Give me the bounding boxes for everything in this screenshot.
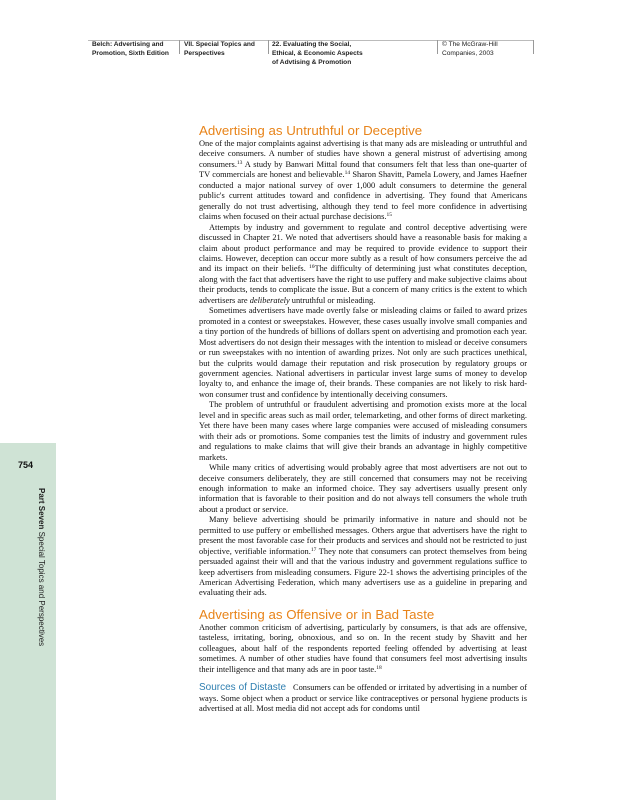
footnote-ref: 15: [386, 212, 392, 219]
footnote-ref: 17: [310, 546, 317, 553]
paragraph: While many critics of advertising would probably agree that most advertisers are not out to deceive consumers deliberately, they are still concerned that consumers may not be receiving enough information to make an informed choice. They say advertisers usually present only information that is favorable to their position and do not always tell consumers the whole truth about a product or service.: [199, 463, 527, 514]
footnote-ref: 14: [344, 170, 351, 177]
paragraph: Sometimes advertisers have made overtly false or misleading claims or failed to award prizes promoted in a contest or sweepstakes. However, these cases usually involve small companies and a tiny portion of the hundreds of billions of dollars spent on advertising and promotion each year. Most advertisers do not design their messages with the intention to mislead or deceive consumers or run sweepstakes with no intention of awarding prizes. Not only are such practices unethical, but the culprits would damage their reputation and risk prosecution by regulatory groups or government agencies. National advertisers in particular invest large sums of money to develop loyalty to, and enhance the image of, their brands. These companies are not likely to risk hard-won consumer trust and confidence by intentionally deceiving consumers.: [199, 306, 527, 399]
section-heading-deceptive: Advertising as Untruthful or Deceptive: [199, 123, 423, 138]
paragraph: [199, 515, 527, 599]
header-chapter-title: 22. Evaluating the Social, Ethical, & Economic Aspects of Advtising & Promotion: [272, 41, 363, 66]
footnote-ref: 16: [308, 264, 315, 271]
part-title: Special Topics and Perspectives: [37, 531, 46, 647]
text-run: One of the major complaints against advertising is that many ads are misleading or untruthful and deceive consumers. A number of studies have shown a general mistrust of advertising among consumers.: [199, 139, 527, 169]
header-book-title: Belch: Advertising and Promotion, Sixth Edition: [92, 41, 169, 57]
text-run: Many believe advertising should be primarily informative in nature and should not be permitted to use puffery or embellished messages. Others argue that advertisers have the right to present the most favorable case for their products and services and should not be restricted to just objective, verifiable information.: [199, 515, 527, 556]
part-label-vertical: [37, 488, 46, 646]
header-copyright: © The McGraw-Hill Companies, 2003: [442, 41, 498, 57]
text-run: Consumers can be offended or irritated by advertising in a number of ways. Some object when a product or service like contraceptives or personal hygiene products is advertised at all. Most media did not accept ads for condoms until: [199, 683, 527, 714]
paragraph: [199, 683, 527, 714]
text-run: Another common criticism of advertising, particularly by consumers, is that ads are offensive, tasteless, irritating, boring, obnoxious, and so on. In the recent study by Shavitt and her colleagues, about half of the respondents reported feeling offended by advertising at least sometimes. A number of other studies have found that consumers feel most advertising insults their intelligence and that many ads are in poor taste.: [199, 622, 527, 674]
text-run: The difficulty of determining just what constitutes deception, along with the fact that advertisers have the right to use puffery and make subjective claims about their products, tends to complicate the issue. But a concern of many critics is the extent to which advertisers are: [199, 264, 527, 305]
footnote-ref: 18: [376, 664, 382, 671]
footnote-ref: 13: [236, 159, 243, 166]
text-run: Sharon Shavitt, Pamela Lowery, and James Haefner conducted a major national survey of over 1,000 adult consumers to determine the general public's current attitudes toward and confidence in advertising. They found that Americans generally do not trust advertising, although they tend to feel more confidence in advertising claims when focused on their actual purchase decisions.: [199, 170, 527, 222]
main-text: [199, 123, 527, 715]
text-run: A study by Banwari Mittal found that consumers felt that less than one-quarter of TV commercials are honest and believable.: [199, 159, 527, 180]
header-divider: [268, 40, 269, 54]
header-divider: [533, 40, 534, 54]
text-run: They note that consumers can protect themselves from being persuaded against their will and that the various industry and government regulations suffice to keep advertisers from misleading consumers. Figure 22-1 shows the advertising principles of the American Advertising Federation, which many advertisers use as a guideline in preparing and evaluating their ads.: [199, 546, 527, 598]
page-number: 754: [18, 460, 34, 470]
header-divider: [179, 40, 180, 54]
section-heading-offensive: Advertising as Offensive or in Bad Taste: [199, 606, 435, 622]
running-header: [88, 40, 534, 80]
header-divider: [437, 40, 438, 54]
emphasis: deliberately: [249, 295, 290, 305]
text-run: Attempts by industry and government to regulate and control deceptive advertising were discussed in Chapter 21. We noted that advertisers should have a reasonable basis for making a claim about product performance and may be required to provide evidence to support their claims. However, deception can occur more subtly as a result of how consumers perceive the ad and its impact on their beliefs.: [199, 222, 527, 274]
header-part-title: VII. Special Topics and Perspectives: [184, 41, 255, 57]
text-run: untruthful or misleading.: [289, 295, 376, 305]
subheading-sources-of-distaste: Sources of Distaste: [199, 682, 287, 694]
part-label: Part Seven: [37, 488, 46, 530]
paragraph: [199, 623, 527, 675]
paragraph: [199, 139, 527, 223]
paragraph: The problem of untruthful or fraudulent advertising and promotion exists more at the local level and in specific areas such as mail order, telemarketing, and other forms of direct marketing. Yet there have been many cases where large companies were accused of misleading consumers with their ads or promotions. Some companies test the limits of industry and government rules and regulations to make claims that will give their brands an advantage in highly competitive markets.: [199, 400, 527, 462]
paragraph: [199, 223, 527, 307]
side-tab: [0, 443, 56, 800]
